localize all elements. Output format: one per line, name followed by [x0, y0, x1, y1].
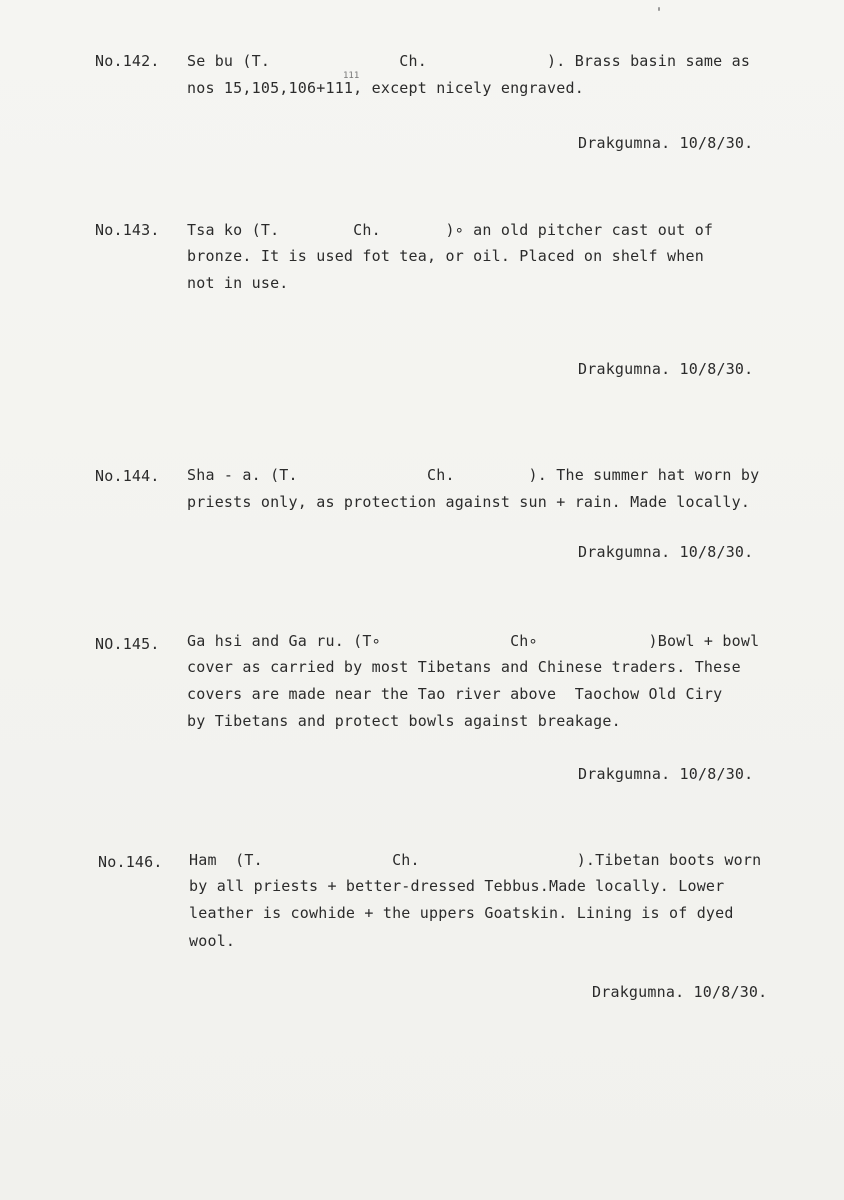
entry-text-line: leather is cowhide + the uppers Goatskin. Lining is of dyed	[189, 904, 734, 922]
entry-text-line: Ga hsi and Ga ru. (T∘ Ch∘ )Bowl + bowl	[187, 632, 760, 650]
paper-speck-mark	[658, 7, 660, 11]
entry-text-line: bronze. It is used fot tea, or oil. Placed on shelf when	[187, 247, 704, 265]
entry-number: No.146.	[98, 853, 163, 871]
entry-text-line: Tsa ko (T. Ch. )∘ an old pitcher cast out of	[187, 221, 714, 239]
place-date: Drakgumna. 10/8/30.	[578, 360, 754, 378]
entry-number: NO.145.	[95, 635, 160, 653]
entry-text-line: Se bu (T. Ch. ). Brass basin same as	[187, 52, 751, 70]
place-date: Drakgumna. 10/8/30.	[578, 765, 754, 783]
entry-text-line: by all priests + better-dressed Tebbus.Made locally. Lower	[189, 877, 725, 895]
place-date: Drakgumna. 10/8/30.	[578, 134, 754, 152]
entry-text-line: nos 15,105,106+111, except nicely engraved.	[187, 79, 584, 97]
place-date: Drakgumna. 10/8/30.	[592, 983, 768, 1001]
entry-text-line: by Tibetans and protect bowls against breakage.	[187, 712, 621, 730]
entry-text-line: covers are made near the Tao river above Taochow Old Ciry	[187, 685, 723, 703]
entry-number: No.144.	[95, 467, 160, 485]
entry-text-line: cover as carried by most Tibetans and Chinese traders. These	[187, 658, 741, 676]
entry-text-line: wool.	[189, 932, 236, 950]
handwritten-annotation: 111	[343, 71, 360, 81]
entry-number: No.143.	[95, 221, 160, 239]
entry-number: No.142.	[95, 52, 160, 70]
place-date: Drakgumna. 10/8/30.	[578, 543, 754, 561]
entry-text-line: Ham (T. Ch. ).Tibetan boots worn	[189, 851, 762, 869]
entry-text-line: priests only, as protection against sun + rain. Made locally.	[187, 493, 751, 511]
entry-text-line: not in use.	[187, 274, 289, 292]
entry-text-line: Sha - a. (T. Ch. ). The summer hat worn by	[187, 466, 760, 484]
